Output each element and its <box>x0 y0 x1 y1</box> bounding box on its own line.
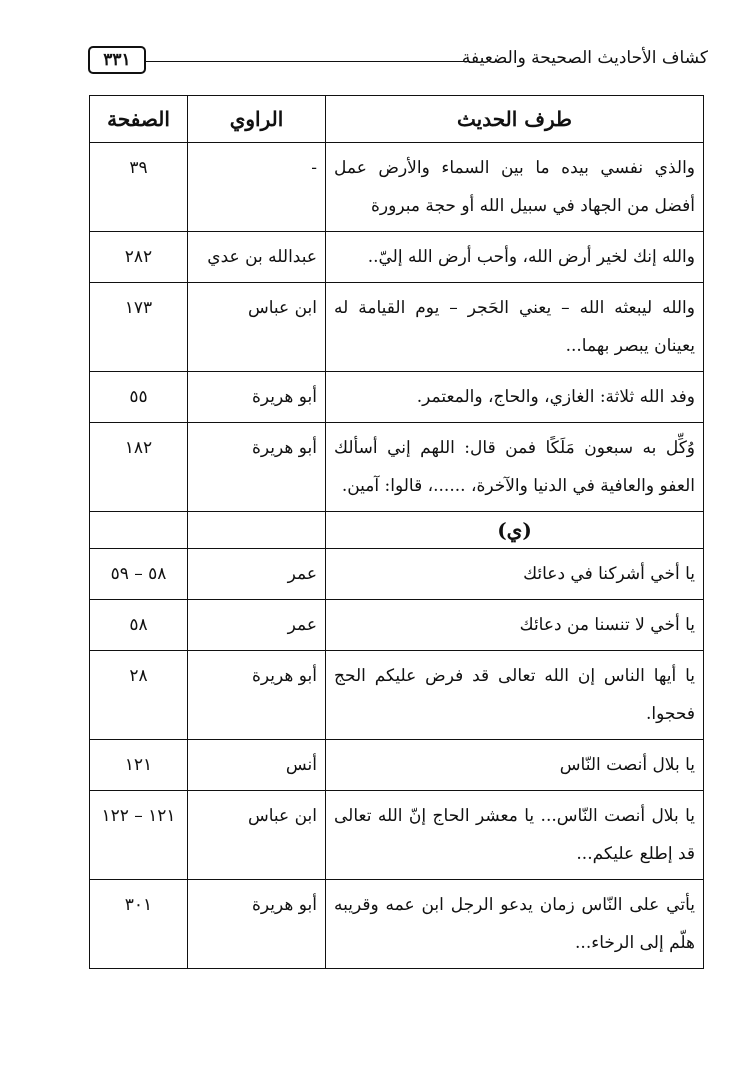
page-ref: ١٨٢ <box>90 423 188 512</box>
hadith-text: يأتي على النّاس زمان يدعو الرجل ابن عمه وقريبه هلّم إلى الرخاء... <box>326 880 704 969</box>
hadith-text: وُكِّل به سبعون مَلَكًا فمن قال: اللهم إني أسألك العفو والعافية في الدنيا والآخرة، ......، قالوا: آمين. <box>326 423 704 512</box>
narrator: ابن عباس <box>188 283 326 372</box>
table-row <box>90 600 704 651</box>
page-ref: ٢٨ <box>90 651 188 740</box>
page-header <box>88 46 708 76</box>
table-row <box>90 549 704 600</box>
section-row <box>90 512 704 549</box>
table-row <box>90 283 704 372</box>
page-ref: ٣٩ <box>90 143 188 232</box>
narrator: أنس <box>188 740 326 791</box>
empty-cell <box>188 512 326 549</box>
page-ref: ١٢١ <box>90 740 188 791</box>
page-ref: ٥٨ <box>90 600 188 651</box>
table-row <box>90 651 704 740</box>
narrator: أبو هريرة <box>188 423 326 512</box>
narrator: أبو هريرة <box>188 372 326 423</box>
page-ref: ٥٨ – ٥٩ <box>90 549 188 600</box>
empty-cell <box>90 512 188 549</box>
page-number: ٣٣١ <box>88 46 146 74</box>
page-ref: ١٧٣ <box>90 283 188 372</box>
column-header-page: الصفحة <box>90 96 188 143</box>
section-letter: (ي) <box>326 512 704 549</box>
table-row <box>90 791 704 880</box>
narrator: عمر <box>188 549 326 600</box>
narrator: أبو هريرة <box>188 880 326 969</box>
narrator: عبدالله بن عدي <box>188 232 326 283</box>
narrator: ابن عباس <box>188 791 326 880</box>
hadith-index-table <box>89 95 704 969</box>
header-rule <box>146 61 470 62</box>
narrator: أبو هريرة <box>188 651 326 740</box>
hadith-text: يا أخي لا تنسنا من دعائك <box>326 600 704 651</box>
running-title: كشاف الأحاديث الصحيحة والضعيفة <box>461 48 708 68</box>
table-row <box>90 372 704 423</box>
hadith-text: والله ليبعثه الله – يعني الحَجر – يوم القيامة له يعينان يبصر بهما... <box>326 283 704 372</box>
table-row <box>90 740 704 791</box>
table-row <box>90 423 704 512</box>
table-row <box>90 880 704 969</box>
column-header-rawi: الراوي <box>188 96 326 143</box>
page-ref: ٣٠١ <box>90 880 188 969</box>
table-header-row <box>90 96 704 143</box>
hadith-text: يا أيها الناس إن الله تعالى قد فرض عليكم الحج فحجوا. <box>326 651 704 740</box>
hadith-text: وفد الله ثلاثة: الغازي، والحاج، والمعتمر. <box>326 372 704 423</box>
hadith-text: والله إنك لخير أرض الله، وأحب أرض الله إليّ.. <box>326 232 704 283</box>
column-header-hadith: طرف الحديث <box>326 96 704 143</box>
hadith-text: يا بلال أنصت النّاس <box>326 740 704 791</box>
table-row <box>90 143 704 232</box>
hadith-text: يا أخي أشركنا في دعائك <box>326 549 704 600</box>
page-ref: ٢٨٢ <box>90 232 188 283</box>
page-ref: ١٢١ – ١٢٢ <box>90 791 188 880</box>
narrator: عمر <box>188 600 326 651</box>
hadith-text: يا بلال أنصت النّاس... يا معشر الحاج إنّ الله تعالى قد إطلع عليكم... <box>326 791 704 880</box>
hadith-text: والذي نفسي بيده ما بين السماء والأرض عمل أفضل من الجهاد في سبيل الله أو حجة مبرورة <box>326 143 704 232</box>
table-row <box>90 232 704 283</box>
page-ref: ٥٥ <box>90 372 188 423</box>
narrator: - <box>188 143 326 232</box>
